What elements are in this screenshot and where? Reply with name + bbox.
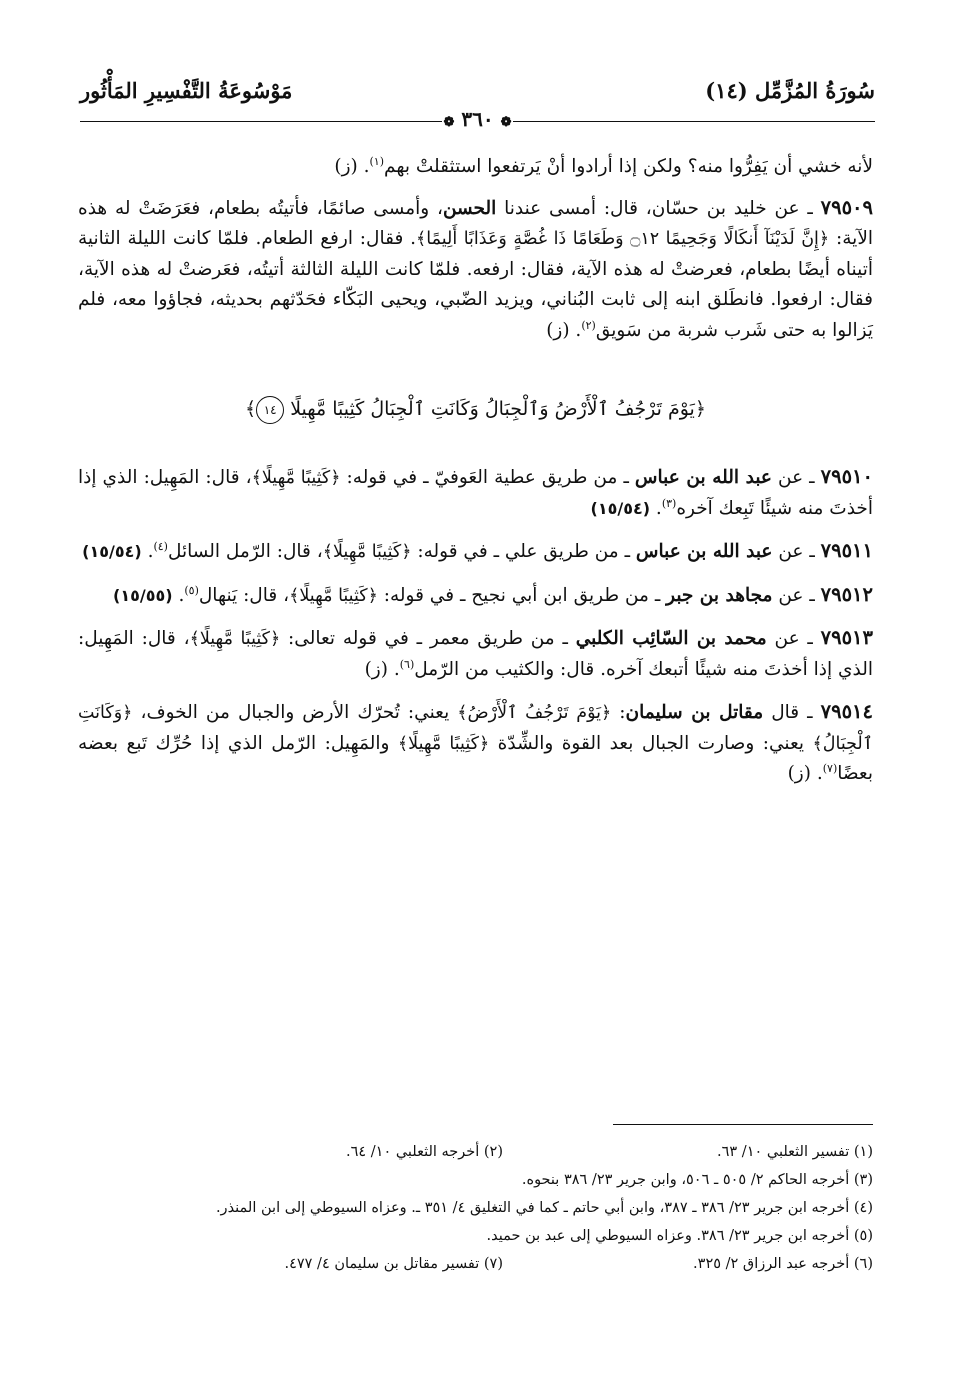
footnote-marker[interactable]: (٧): [822, 761, 838, 775]
entry-number: ٧٩٥١٣: [820, 626, 874, 649]
entry-number: ٧٩٥١٢: [820, 582, 873, 606]
narrator-name: الحسن: [442, 197, 497, 219]
entry-text: ـ من طريق ابن أبي نجيح ـ في قوله:: [377, 584, 667, 606]
entry-text: ـ من طريق علي ـ في قوله:: [411, 541, 636, 562]
source-tag: . (ز): [334, 156, 370, 177]
entry-text: ـ قال: [763, 702, 821, 723]
entry-79512: [78, 580, 873, 612]
verse-text: يَوْمَ تَرْجُفُ ٱلْأَرْضُ وَٱلْجِبَالُ وَكَانَتِ ٱلْجِبَالُ كَثِيبًا مَّهِيلًا: [290, 398, 695, 420]
quran-quote: ﴿كَثِيبًا مَّهِيلًا﴾: [322, 542, 412, 562]
narrator-name: محمد بن السّائِب الكلبي: [575, 628, 767, 649]
entry-text: ـ عن خليد بن حسّان، قال: أمسى عندنا: [496, 197, 821, 219]
entry-text: والمَهِيل: الرّمل الذي إذا حُرِّك تَبع بعضه بعضًا: [78, 732, 873, 784]
quran-quote: ﴿كَثِيبًا مَّهِيلًا﴾: [251, 468, 341, 488]
entry-number: ٧٩٥١٠: [820, 465, 873, 488]
entry-79510: [78, 462, 873, 524]
verse-open-bracket: ﴿: [694, 398, 706, 420]
narrator-name: عبد الله بن عباس: [634, 467, 772, 488]
page-number: ٣٦٠: [461, 107, 494, 131]
entry-79514: [78, 697, 873, 790]
narrator-name: مقاتل بن سليمان: [625, 702, 764, 723]
narrator-name: مجاهد بن جبر: [666, 584, 773, 606]
running-header: [80, 78, 875, 138]
surah-title: سُورَةُ المُزَّمِّل (١٤): [705, 78, 875, 103]
footnote-marker[interactable]: (١): [369, 154, 385, 168]
entry-text: ، قال: يَنهال: [198, 584, 290, 606]
entry-text: ، قال: الرّمل السائل: [167, 541, 323, 562]
footnote-row: [78, 1250, 873, 1278]
entry-text: ، قال: المَهِيل: الذي إذا أخذتَ منه شيئًا تَبِعك آخره: [78, 467, 873, 519]
entry-text: ـ عن: [771, 467, 821, 488]
quran-quote: ﴿إِنَّ لَدَيْنَآ أَنكَالًا وَجَحِيمًا ۝١٢ وَطَعَامًا ذَا غُصَّةٍ وَعَذَابًا أَلِيمًا﴾: [416, 229, 830, 249]
footnote-row: [78, 1138, 873, 1166]
footnote-6: (٦) أخرجه عبد الرزاق ٢/ ٣٢٥.: [693, 1256, 873, 1272]
entry-text: ـ من طريق معمر ـ في قوله تعالى:: [280, 628, 576, 649]
footnote-5: (٥) أخرجه ابن جرير ٢٣/ ٣٨٦. وعزاه السيوطي إلى عبد بن حميد.: [486, 1228, 873, 1244]
ornament-icon: ❁: [500, 115, 512, 130]
verse-close-bracket: ﴾: [245, 398, 257, 420]
entry-text: . فقال: ارفع الطعام. فلمّا كانت الليلة الثانية أتيناه أيضًا بطعام، فعرضتْ له هذه الآية، فقال: ارفعه. فلمّا كانت الليلة الثالثة أتيتُه، فعَرضتْ له هذه الآية، فقال: ارفعوا. فانطَلق ابنه إلى ثابت البُناني، ويزيد الضّبي، ويحيى البَكّاء فحَدّثهم بحديثه، فجاؤوا معه، فلم يَزالوا به حتى شَرب شربة من سَويق: [78, 228, 873, 341]
entry-text: :: [611, 702, 626, 723]
entry-text: يعني: تُحرّك الأرض والجبال من الخوف،: [132, 702, 458, 723]
source-tag: . (ز): [787, 763, 823, 784]
entry-79509: [78, 193, 873, 347]
entry-text: ، وأمسى صائمًا، فأتيتُه بطعام، فعَرَضَتْ له هذه الآية:: [78, 197, 874, 249]
entry-number: ٧٩٥١١: [820, 539, 873, 562]
source-tag: . (ز): [364, 658, 400, 680]
ornament-icon: ❁: [443, 115, 455, 130]
footnote-marker[interactable]: (٥): [184, 583, 199, 597]
entry-text: ـ عن: [766, 628, 821, 649]
narrator-name: عبد الله بن عباس: [635, 541, 773, 562]
footnote-marker[interactable]: (٣): [661, 496, 677, 510]
entry-text: .: [141, 541, 154, 562]
quran-quote: ﴿كَثِيبًا مَّهِيلًا﴾: [189, 629, 281, 649]
entry-text: ـ عن: [772, 541, 821, 562]
footnotes: [78, 1138, 873, 1278]
entry-79511: [78, 536, 873, 568]
entry-text: ـ من طريق عطية العَوفيّ ـ في قوله:: [340, 467, 635, 488]
entry-text: .: [172, 584, 185, 606]
entry-text: ، قال: المَهِيل: الذي إذا أخذتَ منه شيئًا أتبعك آخره. قال: والكثيب من الرّمل: [78, 628, 873, 680]
footnote-marker[interactable]: (٢): [581, 318, 596, 332]
entry-text: يعني: وصارت الجبال بعد القوة والشِّدّة: [489, 732, 813, 754]
continuation-paragraph: [78, 152, 873, 183]
footnote-2: (٢) أخرجه الثعلبي ١٠/ ٦٤.: [345, 1144, 503, 1160]
book-title: مَوْسُوعَةُ التَّفْسِيرِ المَأْثُور: [80, 78, 293, 103]
volume-reference: (١٥/٥٤): [82, 542, 142, 561]
footnote-1: (١) تفسير الثعلبي ١٠/ ٦٣.: [717, 1144, 873, 1160]
volume-reference: (١٥/٥٥): [113, 585, 173, 605]
entry-text: ـ عن: [772, 584, 821, 606]
volume-reference: (١٥/٥٤): [590, 498, 651, 518]
main-text: [78, 152, 873, 802]
footnote-divider: [613, 1124, 873, 1125]
entry-79513: [78, 623, 873, 685]
header-rule-right: [513, 121, 875, 122]
entry-text: .: [650, 497, 662, 519]
footnote-7: (٧) تفسير مقاتل بن سليمان ٤/ ٤٧٧.: [284, 1256, 503, 1272]
ayah-number-icon: ١٤: [256, 396, 284, 424]
quran-quote: ﴿يَوْمَ تَرْجُفُ ٱلْأَرْضُ﴾: [457, 703, 612, 723]
page-number-block: [440, 107, 515, 131]
footnote-marker[interactable]: (٤): [153, 539, 168, 553]
entry-number: ٧٩٥٠٩: [820, 195, 873, 219]
quran-quote: ﴿كَثِيبًا مَّهِيلًا﴾: [289, 585, 378, 606]
entry-number: ٧٩٥١٤: [820, 700, 873, 723]
footnote-3: (٣) أخرجه الحاكم ٢/ ٥٠٥ ـ ٥٠٦، وابن جرير ٢٣/ ٣٨٦ بنحوه.: [521, 1172, 873, 1188]
quran-quote: ﴿وَكَانَتِ ٱلْجِبَالُ﴾: [78, 703, 873, 754]
quran-quote: ﴿كَثِيبًا مَّهِيلًا﴾: [397, 733, 490, 754]
footnote-marker[interactable]: (٦): [399, 657, 415, 671]
source-tag: . (ز): [546, 319, 582, 341]
continuation-text: لأنه خشي أن يَفِرُّوا منه؟ ولكن إذا أرادوا أنْ يَرتفعوا استثقلتْ بهم: [384, 156, 873, 177]
verse-heading: [78, 394, 873, 424]
header-rule-left: [80, 121, 442, 122]
footnote-4: (٤) أخرجه ابن جرير ٢٣/ ٣٨٦ ـ ٣٨٧، وابن أبي حاتم ـ كما في التغليق ٤/ ٣٥١ ـ. وعزاه السيوطي إلى ابن المنذر.: [215, 1200, 873, 1216]
